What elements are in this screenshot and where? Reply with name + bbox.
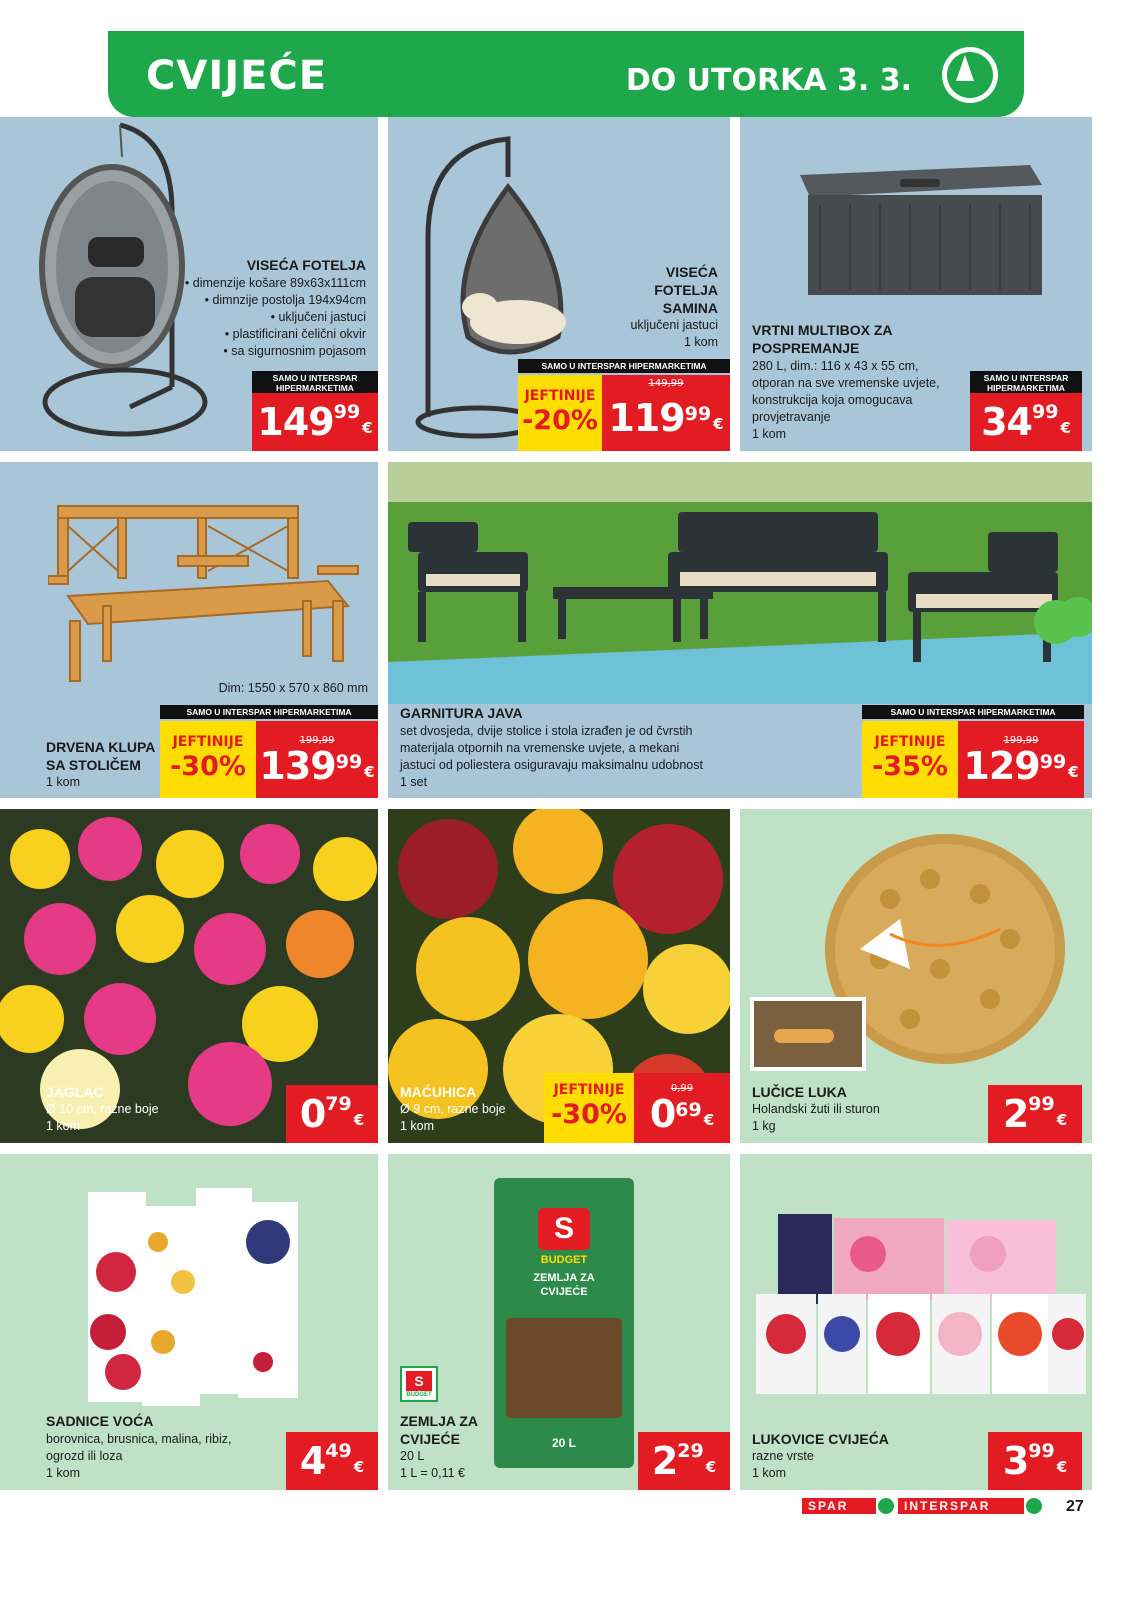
product-spec-2: 1 kom: [683, 335, 718, 349]
product-spec-5: • sa sigurnosnim pojasom: [223, 344, 366, 358]
discount-badge: JEFTINIJE -30%: [544, 1073, 634, 1143]
price-tag: 0,99 0 69 €: [634, 1073, 730, 1143]
budget-brand-icon: S BUDGET: [400, 1366, 438, 1402]
price-tag: 199,99 129 99 €: [958, 721, 1084, 798]
spar-logo-icon: [942, 47, 998, 103]
storage-box-image: [780, 145, 1060, 305]
product-card-zemlja-za-cvijece[interactable]: [388, 1154, 730, 1490]
product-name-line-2: POSPREMANJE: [752, 340, 860, 356]
wooden-bench-image: [48, 486, 368, 686]
product-name-line-1: VRTNI MULTIBOX ZA: [752, 322, 893, 338]
product-spec-5: 1 kom: [752, 427, 787, 441]
interspar-logo: INTERSPAR: [898, 1498, 1024, 1514]
product-name: LUČICE LUKA: [752, 1084, 847, 1100]
product-name: LUKOVICE CVIJEĆA: [752, 1431, 889, 1447]
price-tag: 199,99 139 99 €: [256, 721, 378, 798]
old-price: 149,99: [648, 378, 684, 389]
old-price: 0,99: [670, 1083, 694, 1094]
product-spec-1: razne vrste: [752, 1449, 814, 1463]
product-spec-1: Holandski žuti ili sturon: [752, 1102, 880, 1116]
product-spec-4: provjetravanje: [752, 410, 831, 424]
product-name-line-2: CVIJEĆE: [400, 1431, 460, 1447]
price-tag: 34 99 €: [970, 393, 1082, 451]
product-name: VISEĆA FOTELJA: [246, 257, 366, 273]
fruit-seedling-packages-image: [88, 1182, 328, 1412]
product-name-line-2: SA STOLIČEM: [46, 757, 141, 773]
price-tag: 149 99 €: [252, 393, 378, 451]
product-spec-4: 1 set: [400, 775, 428, 789]
discount-badge: JEFTINIJE -20%: [518, 375, 602, 451]
product-spec-1: set dvosjeda, dvije stolice i stola izrađen je od čvrstih: [400, 724, 693, 738]
interspar-tree-icon: [1026, 1498, 1042, 1514]
discount-badge: JEFTINIJE -35%: [862, 721, 958, 798]
product-spec-1: • dimenzije košare 89x63x111cm: [184, 276, 366, 290]
product-unit-price: 1 L = 0,11 €: [400, 1466, 465, 1480]
product-spec-1: 20 L: [400, 1449, 425, 1463]
product-name-line-1: DRVENA KLUPA: [46, 739, 156, 755]
product-spec-2: ogrozd ili loza: [46, 1449, 123, 1463]
flower-bulb-packages-image: [748, 1214, 1088, 1414]
product-name-line-1: VISEĆA: [665, 264, 718, 280]
product-spec-2: materijala otpornih na vremenske uvjete, a mekani: [400, 741, 680, 755]
old-price: 199,99: [299, 735, 335, 746]
price-tag: 0 79 €: [286, 1085, 378, 1143]
store-only-badge: SAMO U INTERSPAR HIPERMARKETIMA: [252, 371, 378, 395]
price-tag: 2 29 €: [638, 1432, 730, 1490]
product-spec-3: jastuci od poliestera osiguravaju maksimalnu udobnost: [400, 758, 703, 772]
product-card-sadnice-voca[interactable]: [0, 1154, 378, 1490]
product-spec-1: Ø 9 cm, razne boje: [400, 1102, 506, 1116]
product-card-viseca-fotelja[interactable]: [0, 117, 378, 451]
product-card-garnitura-java[interactable]: [388, 462, 1092, 798]
spar-tree-icon: [878, 1498, 894, 1514]
product-spec-3: 1 kom: [46, 1466, 81, 1480]
product-name-line-2: FOTELJA: [654, 282, 718, 298]
page-title: CVIJEĆE: [146, 53, 328, 99]
product-card-vrtni-multibox[interactable]: [740, 117, 1092, 451]
product-spec-2: otporan na sve vremenske uvjete,: [752, 376, 940, 390]
product-name-line-3: SAMINA: [662, 300, 718, 316]
product-spec-3: konstrukcija koja omogucava: [752, 393, 913, 407]
page-header: [108, 31, 1024, 117]
product-name: JAGLAC: [46, 1084, 104, 1100]
product-spec-1: uključeni jastuci: [630, 318, 718, 332]
page-number: 27: [1066, 1498, 1084, 1515]
product-spec-3: • uključeni jastuci: [270, 310, 366, 324]
product-card-drvena-klupa[interactable]: [0, 462, 378, 798]
price-tag: 149,99 119 99 €: [602, 375, 730, 451]
budget-logo-icon: S: [538, 1208, 590, 1250]
garden-furniture-scene-image: [388, 462, 1092, 704]
product-spec-2: • dimnzije postolja 194x94cm: [204, 293, 366, 307]
product-dimensions: Dim: 1550 x 570 x 860 mm: [218, 681, 368, 695]
discount-badge: JEFTINIJE -30%: [160, 721, 256, 798]
old-price: 199,99: [1003, 735, 1039, 746]
onion-detail-inset-image: [750, 997, 866, 1071]
offer-date: DO UTORKA 3. 3.: [625, 63, 912, 98]
product-name-line-1: ZEMLJA ZA: [400, 1413, 479, 1429]
product-quantity: 1 kom: [46, 775, 81, 789]
product-card-lukovice-cvijeca[interactable]: [740, 1154, 1092, 1490]
store-only-badge: SAMO U INTERSPAR HIPERMARKETIMA: [518, 359, 730, 373]
product-spec-2: 1 kom: [46, 1119, 81, 1133]
product-spec-4: • plastificirani čelični okvir: [224, 327, 366, 341]
spar-logo: SPAR: [802, 1498, 876, 1514]
product-name: GARNITURA JAVA: [400, 705, 523, 721]
price-tag: 4 49 €: [286, 1432, 378, 1490]
product-spec-1: Ø 10 cm, razne boje: [46, 1102, 159, 1116]
store-only-badge: SAMO U INTERSPAR HIPERMARKETIMA: [970, 371, 1082, 395]
product-spec-1: borovnica, brusnica, malina, ribiz,: [46, 1432, 232, 1446]
product-spec-1: 280 L, dim.: 116 x 43 x 55 cm,: [752, 359, 919, 373]
store-only-badge: SAMO U INTERSPAR HIPERMARKETIMA: [862, 705, 1084, 719]
soil-bag-image: S BUDGET ZEMLJA ZA CVIJEĆE 20 L: [494, 1178, 634, 1468]
price-tag: 3 99 €: [988, 1432, 1082, 1490]
product-spec-2: 1 kom: [752, 1466, 787, 1480]
product-card-macuhica[interactable]: [388, 809, 730, 1143]
product-card-jaglac[interactable]: [0, 809, 378, 1143]
product-name: SADNICE VOĆA: [46, 1413, 154, 1429]
product-card-viseca-fotelja-samina[interactable]: [388, 117, 730, 451]
product-spec-2: 1 kg: [752, 1119, 776, 1133]
product-name: MAĆUHICA: [400, 1084, 477, 1100]
price-tag: 2 99 €: [988, 1085, 1082, 1143]
product-spec-2: 1 kom: [400, 1119, 435, 1133]
product-card-lucice-luka[interactable]: [740, 809, 1092, 1143]
store-only-badge: SAMO U INTERSPAR HIPERMARKETIMA: [160, 705, 378, 719]
